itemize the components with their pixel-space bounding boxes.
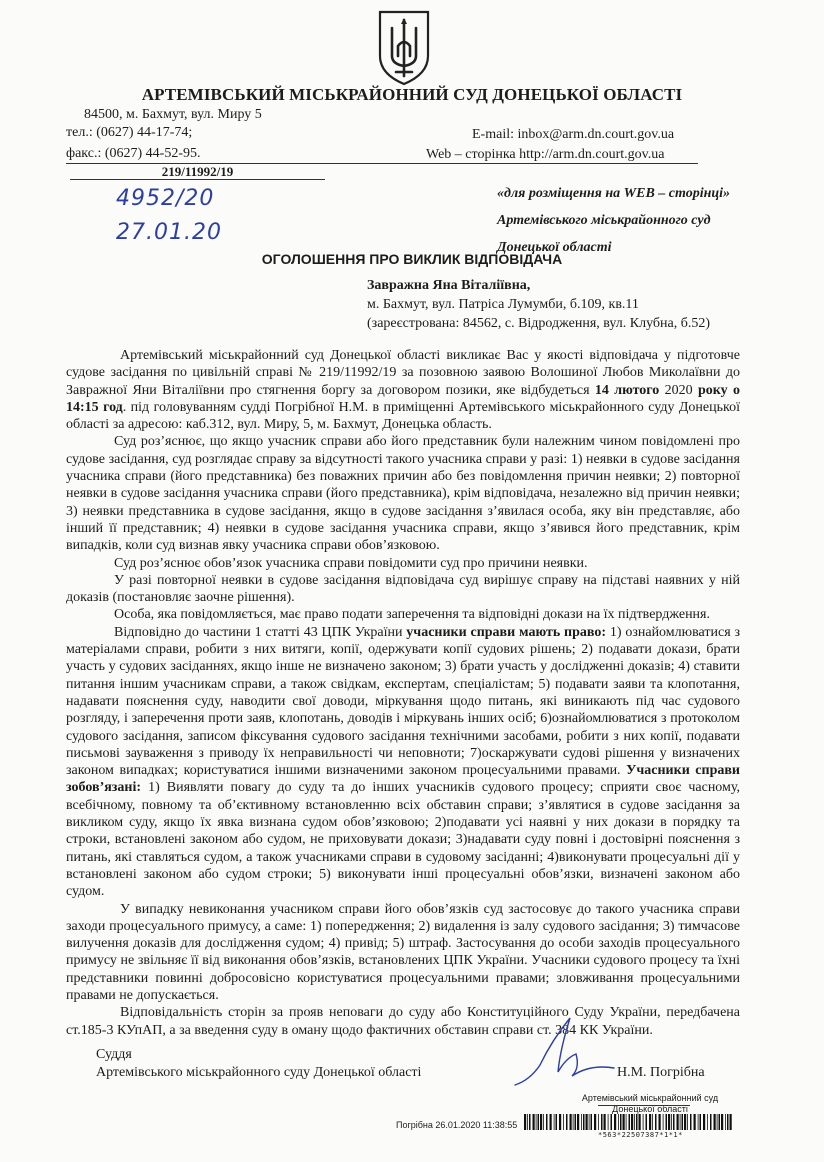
paragraph-coercion: У випадку невиконання учасником справи його обов’язків суд застосовує до такого учасника справи заходи процесуального примусу, а саме: 1) попередження; 2) видалення із залу судового засідання; 3) тимчасове вилучення доказів для дослідження судом; 4) привід; 5) штраф. Застосування до особи заходів процесуального примусу не звільняє її від виконання обов’язків, встановлених ЦПК України. Учасники судового процесу та їхні представники повинні добросовісно користуватися процесуальними правами; зловживання процесуальними правами не допускається. xyxy=(66,901,740,1003)
web-publication-note xyxy=(497,180,730,261)
paragraph-default-judgment: У разі повторної неявки в судове засідання відповідача суд вирішує справу на підставі наявних у ній доказів (постановляє заочне рішення). xyxy=(66,572,740,606)
handwritten-signature-icon xyxy=(510,1010,620,1090)
web-note-line3: Донецької області xyxy=(497,240,612,255)
paragraph-notify-duty: Суд роз’яснює обов’язок учасника справи повідомити суд про причини неявки. xyxy=(114,555,588,571)
addressee-registration: (зареєстрована: 84562, с. Відродження, вул. Клубна, б.52) xyxy=(367,316,711,331)
court-website: Web – сторінка http://arm.dn.court.gov.ua xyxy=(426,147,665,162)
document-title: ОГОЛОШЕННЯ ПРО ВИКЛИК ВІДПОВІДАЧА xyxy=(261,251,563,267)
case-number: 219/11992/19 xyxy=(70,164,325,180)
stamp-line1: Артемівський міськрайонний суд xyxy=(581,1093,719,1103)
barcode-icon xyxy=(524,1114,734,1130)
court-stamp xyxy=(575,1093,725,1115)
court-email: E-mail: inbox@arm.dn.court.gov.ua xyxy=(472,127,675,142)
court-phone: тел.: (0627) 44-17-74; xyxy=(66,125,193,140)
addressee-block xyxy=(367,276,710,333)
paragraph-liability: Відповідальність сторін за прояв неповаги до суду або Конституційного Суду України, передбачена ст.185-3 КУпАП, а за введення суду в оману щодо фактичних обставин справи ст. 384 КК України. xyxy=(66,1005,740,1038)
addressee-name: Завражна Яна Віталіївна, xyxy=(367,278,531,293)
paragraph-absence-rules: Суд роз’яснює, що якщо учасник справи або його представник були належним чином повідомлені про судове засідання, суд розглядає справу за відсутності такого учасника справи у разі: 1) неявки в судове засідання учасника справи (його представника) без поважних причин або без повідомлення причин неявки; 2) повторної неявки в судове засідання учасника справи (його представника), крім відповідача, незалежно від причин неявки; 3) неявки представника в судове засідання, якщо в судове засідання з’явилася особа, яку він представляє, або інший її представник; 4) неявки в судове засідання учасника справи, якщо з’явився його представник, крім випадків, коли суд визнав явку учасника справи обов’язковою. xyxy=(66,434,740,554)
judge-title: Суддя xyxy=(96,1047,132,1062)
stamp-line2: Донецької області xyxy=(612,1104,688,1114)
court-name: АРТЕМІВСЬКИЙ МІСЬКРАЙОННИЙ СУД ДОНЕЦЬКОЇ ОБЛАСТІ xyxy=(141,85,683,104)
stamp-divider xyxy=(598,1105,690,1106)
electronic-signature-mark: Погрібна 26.01.2020 11:38:55 xyxy=(396,1120,518,1130)
notice-body xyxy=(66,347,740,1039)
paragraph-right-to-object: Особа, яка повідомляється, має право подати заперечення та відповідні докази на їх підтвердження. xyxy=(114,607,710,623)
barcode-number: *563*22507387*1*1* xyxy=(598,1131,683,1139)
web-note-line2: Артемівського міськрайонного суд xyxy=(497,213,711,228)
web-note-line1: «для розміщення на WEB – сторінці» xyxy=(497,186,731,201)
judge-name: Н.М. Погрібна xyxy=(617,1065,705,1080)
handwritten-registration-number: 4952/20 xyxy=(116,186,215,211)
judge-court: Артемівського міськрайонного суду Донецької області xyxy=(96,1065,422,1080)
addressee-address: м. Бахмут, вул. Патріса Лумумби, б.109, кв.11 xyxy=(367,297,639,312)
court-address: 84500, м. Бахмут, вул. Миру 5 xyxy=(84,107,262,122)
handwritten-registration-date: 27.01.20 xyxy=(116,220,222,245)
trident-coat-of-arms-icon xyxy=(374,8,434,86)
paragraph-rights-duties: Відповідно до частини 1 статті 43 ЦПК України учасники справи мають право: 1) ознайомлюватися з матеріалами справи, робити з них витяги, копії, одержувати копії судових рішень; 2) подавати докази, брати участь у судових засіданнях, якщо інше не визначено законом; 3) брати участь у дослідженні доказів; 4) ставити питання іншим учасникам справи, а також свідкам, експертам, спеціалістам; 5) подавати заяви та клопотання, надавати пояснення суду, наводити свої доводи, міркування щодо питань, які виникають під час судового розгляду, і заперечення проти заяв, клопотань, доводів і міркувань інших осіб; 6)ознайомлюватися з протоколом судового засідання, записом фіксування судового засідання технічними засобами, робити з них копії, подавати письмові зауваження з приводу їх неправильності чи неповноти; 7)оскаржувати судові рішення у визначених законом випадках; користуватися іншими визначеними законом процесуальними правами. Учасники справи зобов’язані: 1) Виявляти повагу до суду та до інших учасників судового процесу; сприяти своє часному, всебічному, повному та об’єктивному встановленню всіх обставин справи; з’являтися в судове засідання за викликом суду, якщо їх явка визнана судом обов’язковою; 2)подавати усі наявні у них докази в порядку та строки, встановлені законом або судом, не приховувати докази; 3)надавати суду повні і достовірні пояснення з питань, які ставляться судом, а також учасниками справи в судовому засіданні; 4)виконувати процесуальні дії у встановлені законом або судом строки; 5) виконувати інші процесуальні обов’язки, визначені законом або судом. xyxy=(66,624,740,900)
judge-signature-block xyxy=(96,1046,421,1082)
court-fax: факс.: (0627) 44-52-95. xyxy=(66,146,201,161)
paragraph-summons: Артемівський міськрайонний суд Донецької області викликає Вас у якості відповідача у підготовче судове засідання по цивільній справі № 219/11992/19 за позовною заявою Волошиної Любов Миколаївни до Завражної Яни Віталіївни про стягнення боргу за договором позики, яке відбудеться 14 лютого 2020 року о 14:15 год. під головуванням судді Погрібної Н.М. в приміщенні Артемівського міськрайонного суду Донецької області за адресою: каб.312, вул. Миру, 5, м. Бахмут, Донецька область. xyxy=(66,348,741,433)
